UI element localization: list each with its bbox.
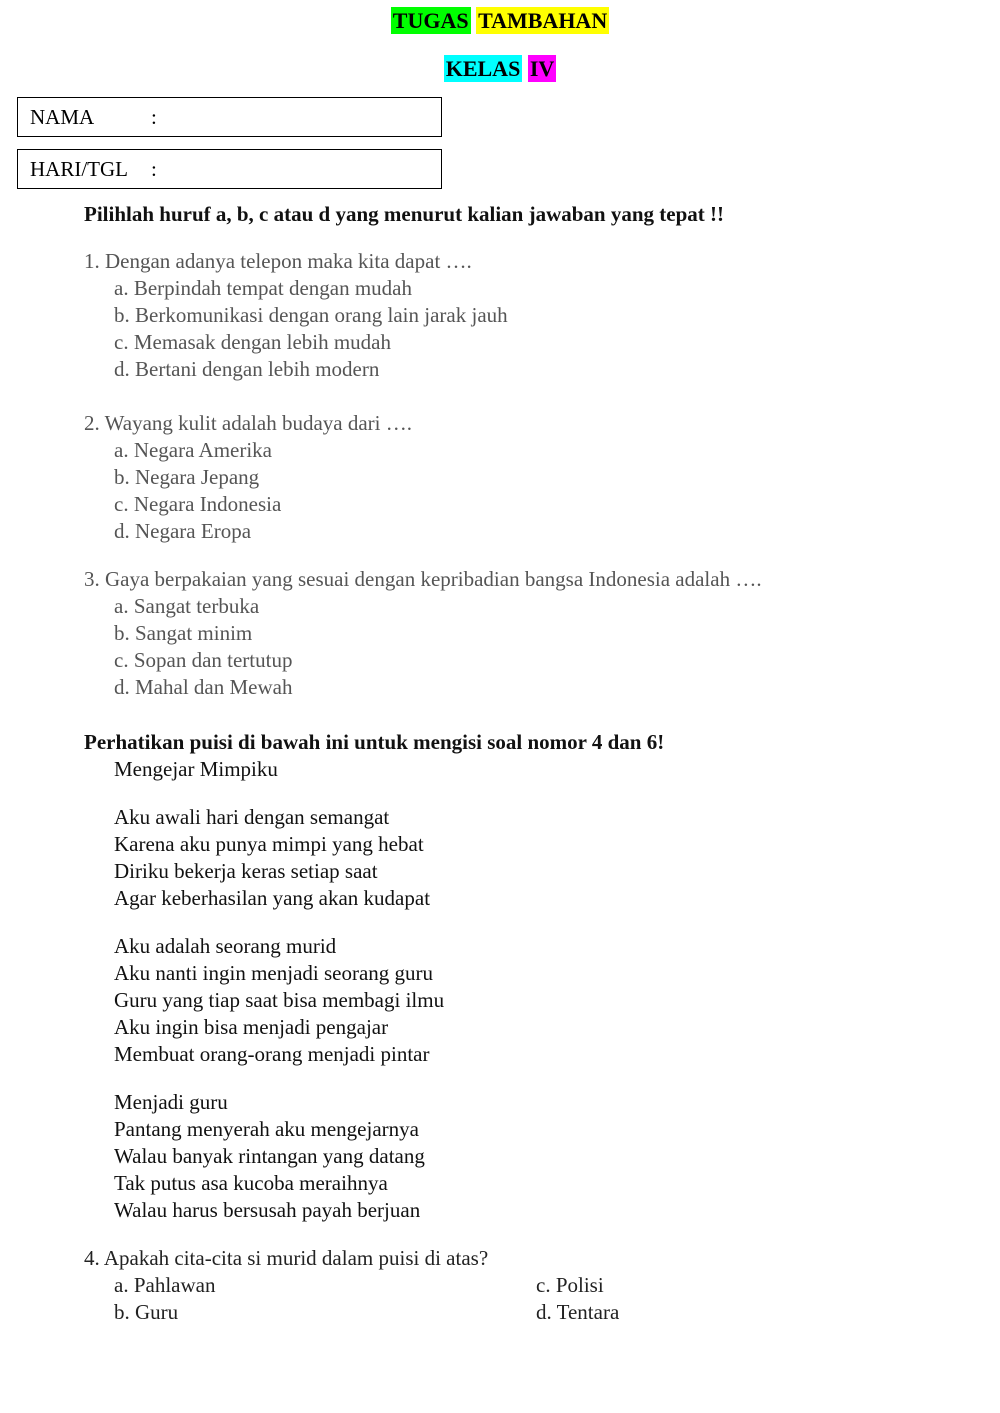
q2-option-d: d. Negara Eropa: [114, 519, 252, 543]
poem-line: Menjadi guru: [114, 1090, 228, 1114]
name-field[interactable]: [17, 97, 442, 137]
worksheet-title: [0, 8, 1000, 34]
q4-option-a: a. Pahlawan: [114, 1273, 216, 1297]
class-value: IV: [529, 56, 555, 81]
poem-line: Agar keberhasilan yang akan kudapat: [114, 886, 431, 910]
q3-option-a: a. Sangat terbuka: [114, 594, 260, 618]
question-3: 3. Gaya berpakaian yang sesuai dengan kepribadian bangsa Indonesia adalah ….: [84, 567, 762, 591]
date-label: HARI/TGL: [30, 157, 128, 181]
question-4: 4. Apakah cita-cita si murid dalam puisi di atas?: [84, 1246, 489, 1270]
poem-line: Membuat orang-orang menjadi pintar: [114, 1042, 430, 1066]
poem-line: Aku adalah seorang murid: [114, 934, 337, 958]
poem-line: Aku nanti ingin menjadi seorang guru: [114, 961, 434, 985]
q4-option-d: d. Tentara: [536, 1300, 620, 1324]
date-colon: :: [151, 157, 157, 181]
q1-option-c: c. Memasak dengan lebih mudah: [114, 330, 391, 354]
instruction-multiple-choice: Pilihlah huruf a, b, c atau d yang menurut kalian jawaban yang tepat !!: [84, 202, 725, 226]
poem-line: Walau banyak rintangan yang datang: [114, 1144, 425, 1168]
q2-option-a: a. Negara Amerika: [114, 438, 273, 462]
class-label: KELAS: [445, 56, 521, 81]
q4-option-c: c. Polisi: [536, 1273, 604, 1297]
name-label: NAMA: [30, 105, 95, 129]
q1-option-a: a. Berpindah tempat dengan mudah: [114, 276, 412, 300]
poem-title: Mengejar Mimpiku: [114, 757, 278, 781]
q2-option-c: c. Negara Indonesia: [114, 492, 282, 516]
q3-option-c: c. Sopan dan tertutup: [114, 648, 293, 672]
poem-line: Guru yang tiap saat bisa membagi ilmu: [114, 988, 445, 1012]
poem-line: Walau harus bersusah payah berjuan: [114, 1198, 421, 1222]
instruction-poem: Perhatikan puisi di bawah ini untuk mengisi soal nomor 4 dan 6!: [84, 730, 665, 754]
poem-line: Pantang menyerah aku mengejarnya: [114, 1117, 419, 1141]
title-tugas: TUGAS: [392, 8, 469, 33]
date-field[interactable]: [17, 149, 442, 189]
class-line: [0, 56, 1000, 82]
question-2: 2. Wayang kulit adalah budaya dari ….: [84, 411, 412, 435]
q4-option-b: b. Guru: [114, 1300, 179, 1324]
poem-line: Diriku bekerja keras setiap saat: [114, 859, 378, 883]
q3-option-d: d. Mahal dan Mewah: [114, 675, 293, 699]
name-colon: :: [151, 105, 157, 129]
q2-option-b: b. Negara Jepang: [114, 465, 260, 489]
q1-option-d: d. Bertani dengan lebih modern: [114, 357, 380, 381]
poem-line: Aku awali hari dengan semangat: [114, 805, 390, 829]
question-1: 1. Dengan adanya telepon maka kita dapat ….: [84, 249, 472, 273]
q1-option-b: b. Berkomunikasi dengan orang lain jarak jauh: [114, 303, 508, 327]
poem-line: Karena aku punya mimpi yang hebat: [114, 832, 424, 856]
title-tambahan: TAMBAHAN: [478, 8, 608, 33]
q3-option-b: b. Sangat minim: [114, 621, 253, 645]
poem-line: Aku ingin bisa menjadi pengajar: [114, 1015, 389, 1039]
poem-line: Tak putus asa kucoba meraihnya: [114, 1171, 388, 1195]
